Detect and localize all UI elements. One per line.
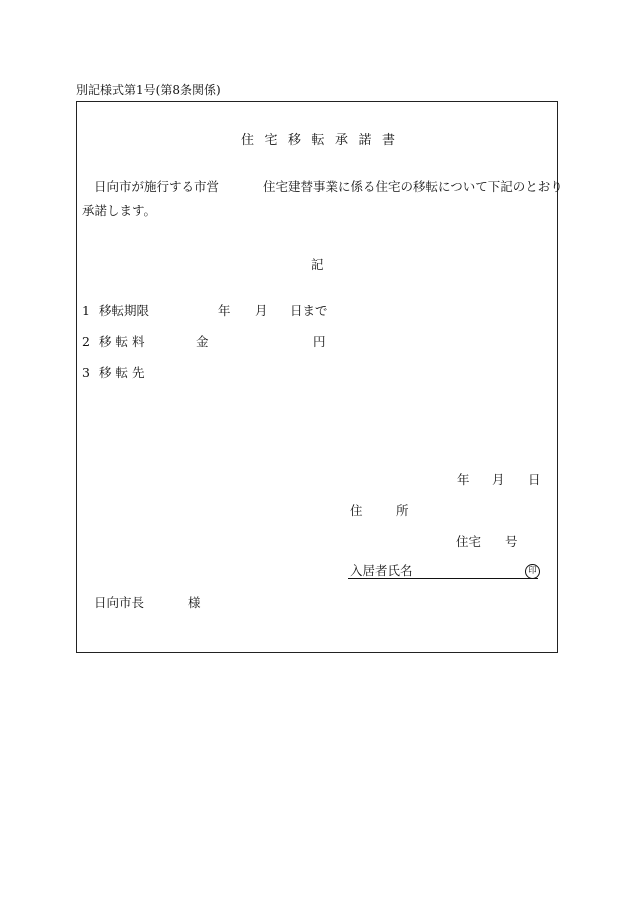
seal-mark bbox=[525, 563, 540, 579]
item2-yen: 円 bbox=[313, 334, 326, 349]
item1-month: 月 bbox=[255, 303, 268, 318]
item1-year: 年 bbox=[218, 303, 231, 318]
ki-heading: 記 bbox=[311, 257, 324, 272]
body-text-line1b: 住宅建替事業に係る住宅の移転について下記のとおり bbox=[263, 179, 563, 194]
document-title: 住宅移転承諾書 bbox=[241, 133, 406, 148]
housing-number-label: 号 bbox=[505, 534, 518, 549]
addressee-mayor: 日向市長 bbox=[94, 595, 145, 610]
item2-label: 移 転 料 bbox=[99, 334, 145, 349]
item3-label: 移 転 先 bbox=[99, 365, 145, 380]
housing-label: 住宅 bbox=[456, 534, 482, 549]
body-text-line1a: 日向市が施行する市営 bbox=[94, 179, 220, 194]
body-text-line2: 承諾します。 bbox=[82, 203, 157, 218]
address-label-ju: 住 bbox=[350, 503, 363, 518]
item3-number: 3 bbox=[82, 365, 90, 380]
item1-number: 1 bbox=[82, 303, 90, 318]
addressee-sama: 様 bbox=[188, 595, 201, 610]
form-number-label: 別記様式第1号(第8条関係) bbox=[76, 83, 221, 97]
date-month: 月 bbox=[492, 472, 505, 487]
date-year: 年 bbox=[457, 472, 470, 487]
item2-kin: 金 bbox=[196, 334, 209, 349]
item2-number: 2 bbox=[82, 334, 90, 349]
address-label-sho: 所 bbox=[396, 503, 409, 518]
item1-label: 移転期限 bbox=[99, 303, 150, 318]
item1-day: 日まで bbox=[290, 303, 328, 318]
resident-name-label: 入居者氏名 bbox=[350, 563, 413, 578]
date-day: 日 bbox=[528, 472, 541, 487]
resident-name-underline bbox=[348, 578, 538, 579]
seal-icon: 印 bbox=[525, 564, 540, 579]
